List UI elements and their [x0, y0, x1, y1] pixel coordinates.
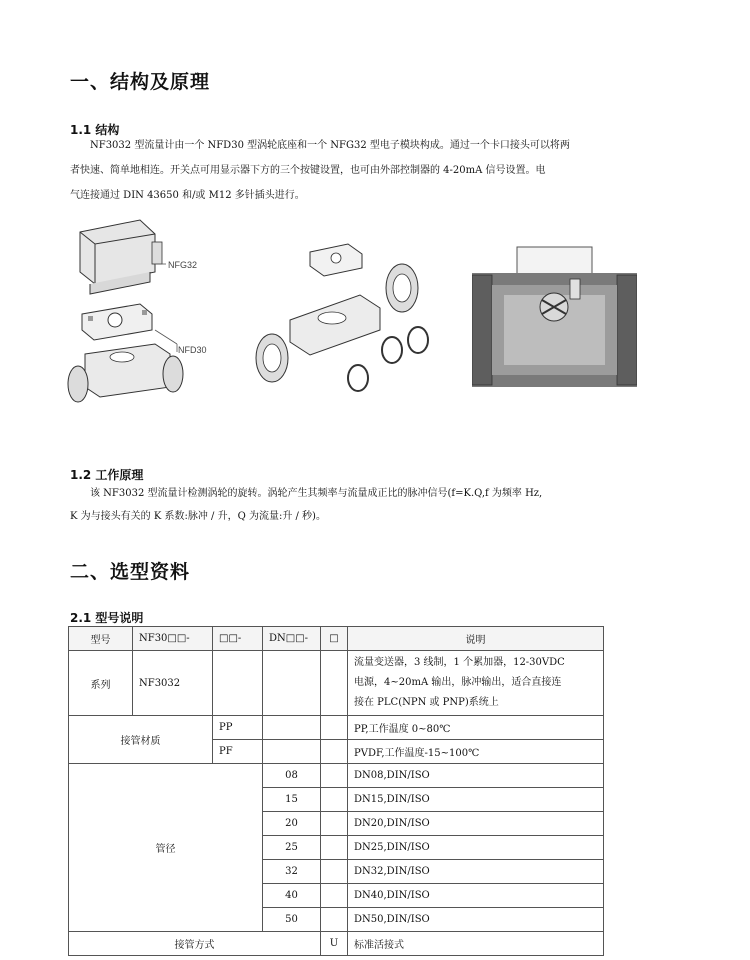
table-header-cell: NF30□□-: [133, 627, 213, 651]
series-code: NF3032: [133, 651, 213, 716]
table-header-cell: □□-: [213, 627, 263, 651]
diameter-description: DN40,DIN/ISO: [348, 884, 604, 908]
diameter-code: 08: [263, 764, 321, 788]
subsection-1-1-title: 1.1 结构: [70, 123, 120, 137]
figure-label-nfg32: NFG32: [168, 260, 198, 270]
material-label: 接管材质: [69, 716, 213, 764]
principle-line-1: 该 NF3032 型流量计检测涡轮的旋转。涡轮产生其频率与流量成正比的脉冲信号(f=K.Q,f 为频率 Hz,: [90, 488, 543, 499]
structure-line-3: 气连接通过 DIN 43650 和/或 M12 多针插头进行。: [70, 190, 305, 201]
diameter-code: 50: [263, 908, 321, 932]
diameter-description: DN32,DIN/ISO: [348, 860, 604, 884]
diameter-code: 25: [263, 836, 321, 860]
table-row: [69, 764, 604, 788]
diameter-description: DN25,DIN/ISO: [348, 836, 604, 860]
diameter-description: DN50,DIN/ISO: [348, 908, 604, 932]
structure-line-2: 者快速、简单地相连。开关点可用显示器下方的三个按键设置，也可由外部控制器的 4-20mA 信号设置。电: [70, 165, 546, 176]
diameter-code: 40: [263, 884, 321, 908]
series-label: 系列: [69, 651, 133, 716]
fittings-exploded-figure: [240, 240, 440, 400]
table-row: [69, 932, 604, 956]
diameter-code: 32: [263, 860, 321, 884]
material-description: PVDF,工作温度-15~100℃: [348, 740, 604, 764]
table-header-cell: 型号: [69, 627, 133, 651]
table-row: [69, 716, 604, 740]
figure-label-nfd30: NFD30: [178, 345, 207, 355]
diameter-code: 15: [263, 788, 321, 812]
section-1-title: 一、结构及原理: [70, 71, 211, 93]
structure-paragraph: [70, 133, 640, 208]
principle-line-2: K 为与接头有关的 K 系数:脉冲 / 升，Q 为流量:升 / 秒)。: [70, 511, 326, 522]
model-spec-table: [68, 626, 604, 956]
table-row: [69, 651, 604, 716]
table-header-row: [69, 627, 604, 651]
connection-description: 标准活接式: [348, 932, 604, 956]
principle-paragraph: [70, 482, 640, 528]
subsection-1-2-title: 1.2 工作原理: [70, 468, 144, 482]
table-header-cell: DN□□-: [263, 627, 321, 651]
connection-code: U: [321, 932, 348, 956]
series-description: 流量变送器，3 线制，1 个累加器，12-30VDC 电源，4~20mA 输出，脉冲输出，适合直接连 接在 PLC(NPN 或 PNP)系统上: [348, 651, 604, 716]
material-description: PP,工作温度 0~80℃: [348, 716, 604, 740]
diameter-description: DN15,DIN/ISO: [348, 788, 604, 812]
table-header-cell: 说明: [348, 627, 604, 651]
module-exploded-figure: [60, 212, 240, 412]
section-2-title: 二、选型资料: [70, 561, 191, 583]
diameter-code: 20: [263, 812, 321, 836]
diameter-label: 管径: [69, 764, 263, 932]
material-code: PF: [213, 740, 263, 764]
diameter-description: DN20,DIN/ISO: [348, 812, 604, 836]
structure-line-1: NF3032 型流量计由一个 NFD30 型涡轮底座和一个 NFG32 型电子模块构成。通过一个卡口接头可以将两: [90, 140, 570, 151]
material-code: PP: [213, 716, 263, 740]
connection-label: 接管方式: [69, 932, 321, 956]
diameter-description: DN08,DIN/ISO: [348, 764, 604, 788]
cross-section-figure: [472, 245, 637, 390]
table-header-cell: □: [321, 627, 348, 651]
subsection-2-1-title: 2.1 型号说明: [70, 611, 144, 625]
